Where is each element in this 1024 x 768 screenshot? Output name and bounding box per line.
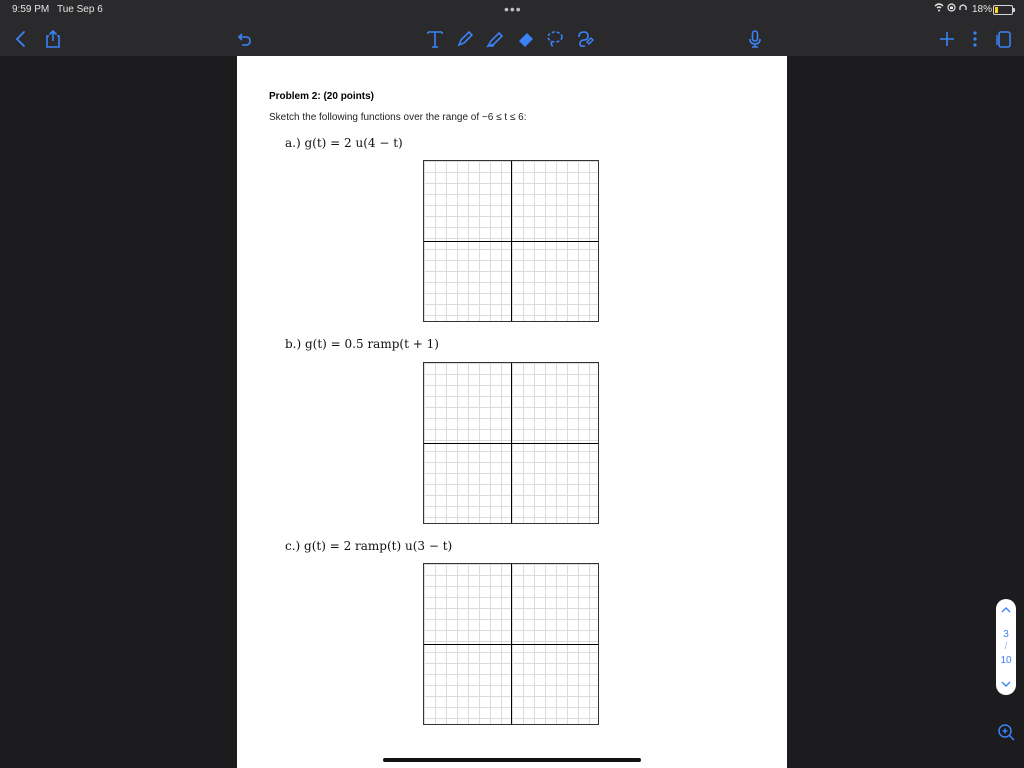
part-c-label: c.) g(t) = 2 ramp(t) u(3 − t)	[285, 539, 453, 553]
add-icon[interactable]	[934, 26, 960, 52]
home-indicator[interactable]	[383, 758, 641, 762]
eraser-icon[interactable]	[512, 26, 538, 52]
page-up-icon[interactable]	[1000, 605, 1012, 615]
battery-icon	[993, 5, 1013, 15]
pages-icon[interactable]	[990, 26, 1016, 52]
page-down-icon[interactable]	[1000, 679, 1012, 689]
share-icon[interactable]	[40, 26, 66, 52]
status-time: 9:59 PM	[12, 4, 50, 15]
orientation-lock-icon	[947, 4, 959, 15]
total-pages: 10	[1000, 655, 1012, 666]
status-bar	[0, 0, 1024, 20]
highlighter-icon[interactable]	[482, 26, 508, 52]
battery-fill	[995, 7, 998, 13]
headphones-icon	[959, 4, 967, 15]
undo-icon[interactable]	[231, 26, 257, 52]
problem-title: Problem 2: (20 points)	[269, 91, 375, 102]
graph-grid-b[interactable]	[423, 362, 599, 524]
lasso-icon[interactable]	[542, 26, 568, 52]
pen-icon[interactable]	[452, 26, 478, 52]
text-tool-icon[interactable]	[422, 26, 448, 52]
graph-grid-a[interactable]	[423, 160, 599, 322]
system-icons	[934, 3, 967, 15]
multitasking-dots[interactable]: •••	[504, 1, 522, 17]
more-icon[interactable]	[962, 26, 988, 52]
back-chevron-icon[interactable]	[8, 26, 34, 52]
toolbar	[0, 20, 1024, 56]
part-b-label: b.) g(t) = 0.5 ramp(t + 1)	[285, 337, 439, 351]
status-date: Tue Sep 6	[57, 4, 103, 15]
current-page: 3	[1003, 629, 1009, 640]
battery-percent: 18%	[972, 4, 993, 15]
part-a-label: a.) g(t) = 2 u(4 − t)	[285, 136, 403, 150]
microphone-icon[interactable]	[742, 26, 768, 52]
shapes-icon[interactable]	[572, 26, 598, 52]
problem-instruction: Sketch the following functions over the range of −6 ≤ t ≤ 6:	[269, 112, 527, 123]
page-separator: /	[1004, 641, 1008, 652]
document-page[interactable]	[237, 56, 787, 768]
graph-grid-c[interactable]	[423, 563, 599, 725]
page-indicator[interactable]	[996, 599, 1016, 695]
zoom-in-icon[interactable]	[996, 722, 1016, 742]
wifi-icon	[934, 4, 947, 15]
